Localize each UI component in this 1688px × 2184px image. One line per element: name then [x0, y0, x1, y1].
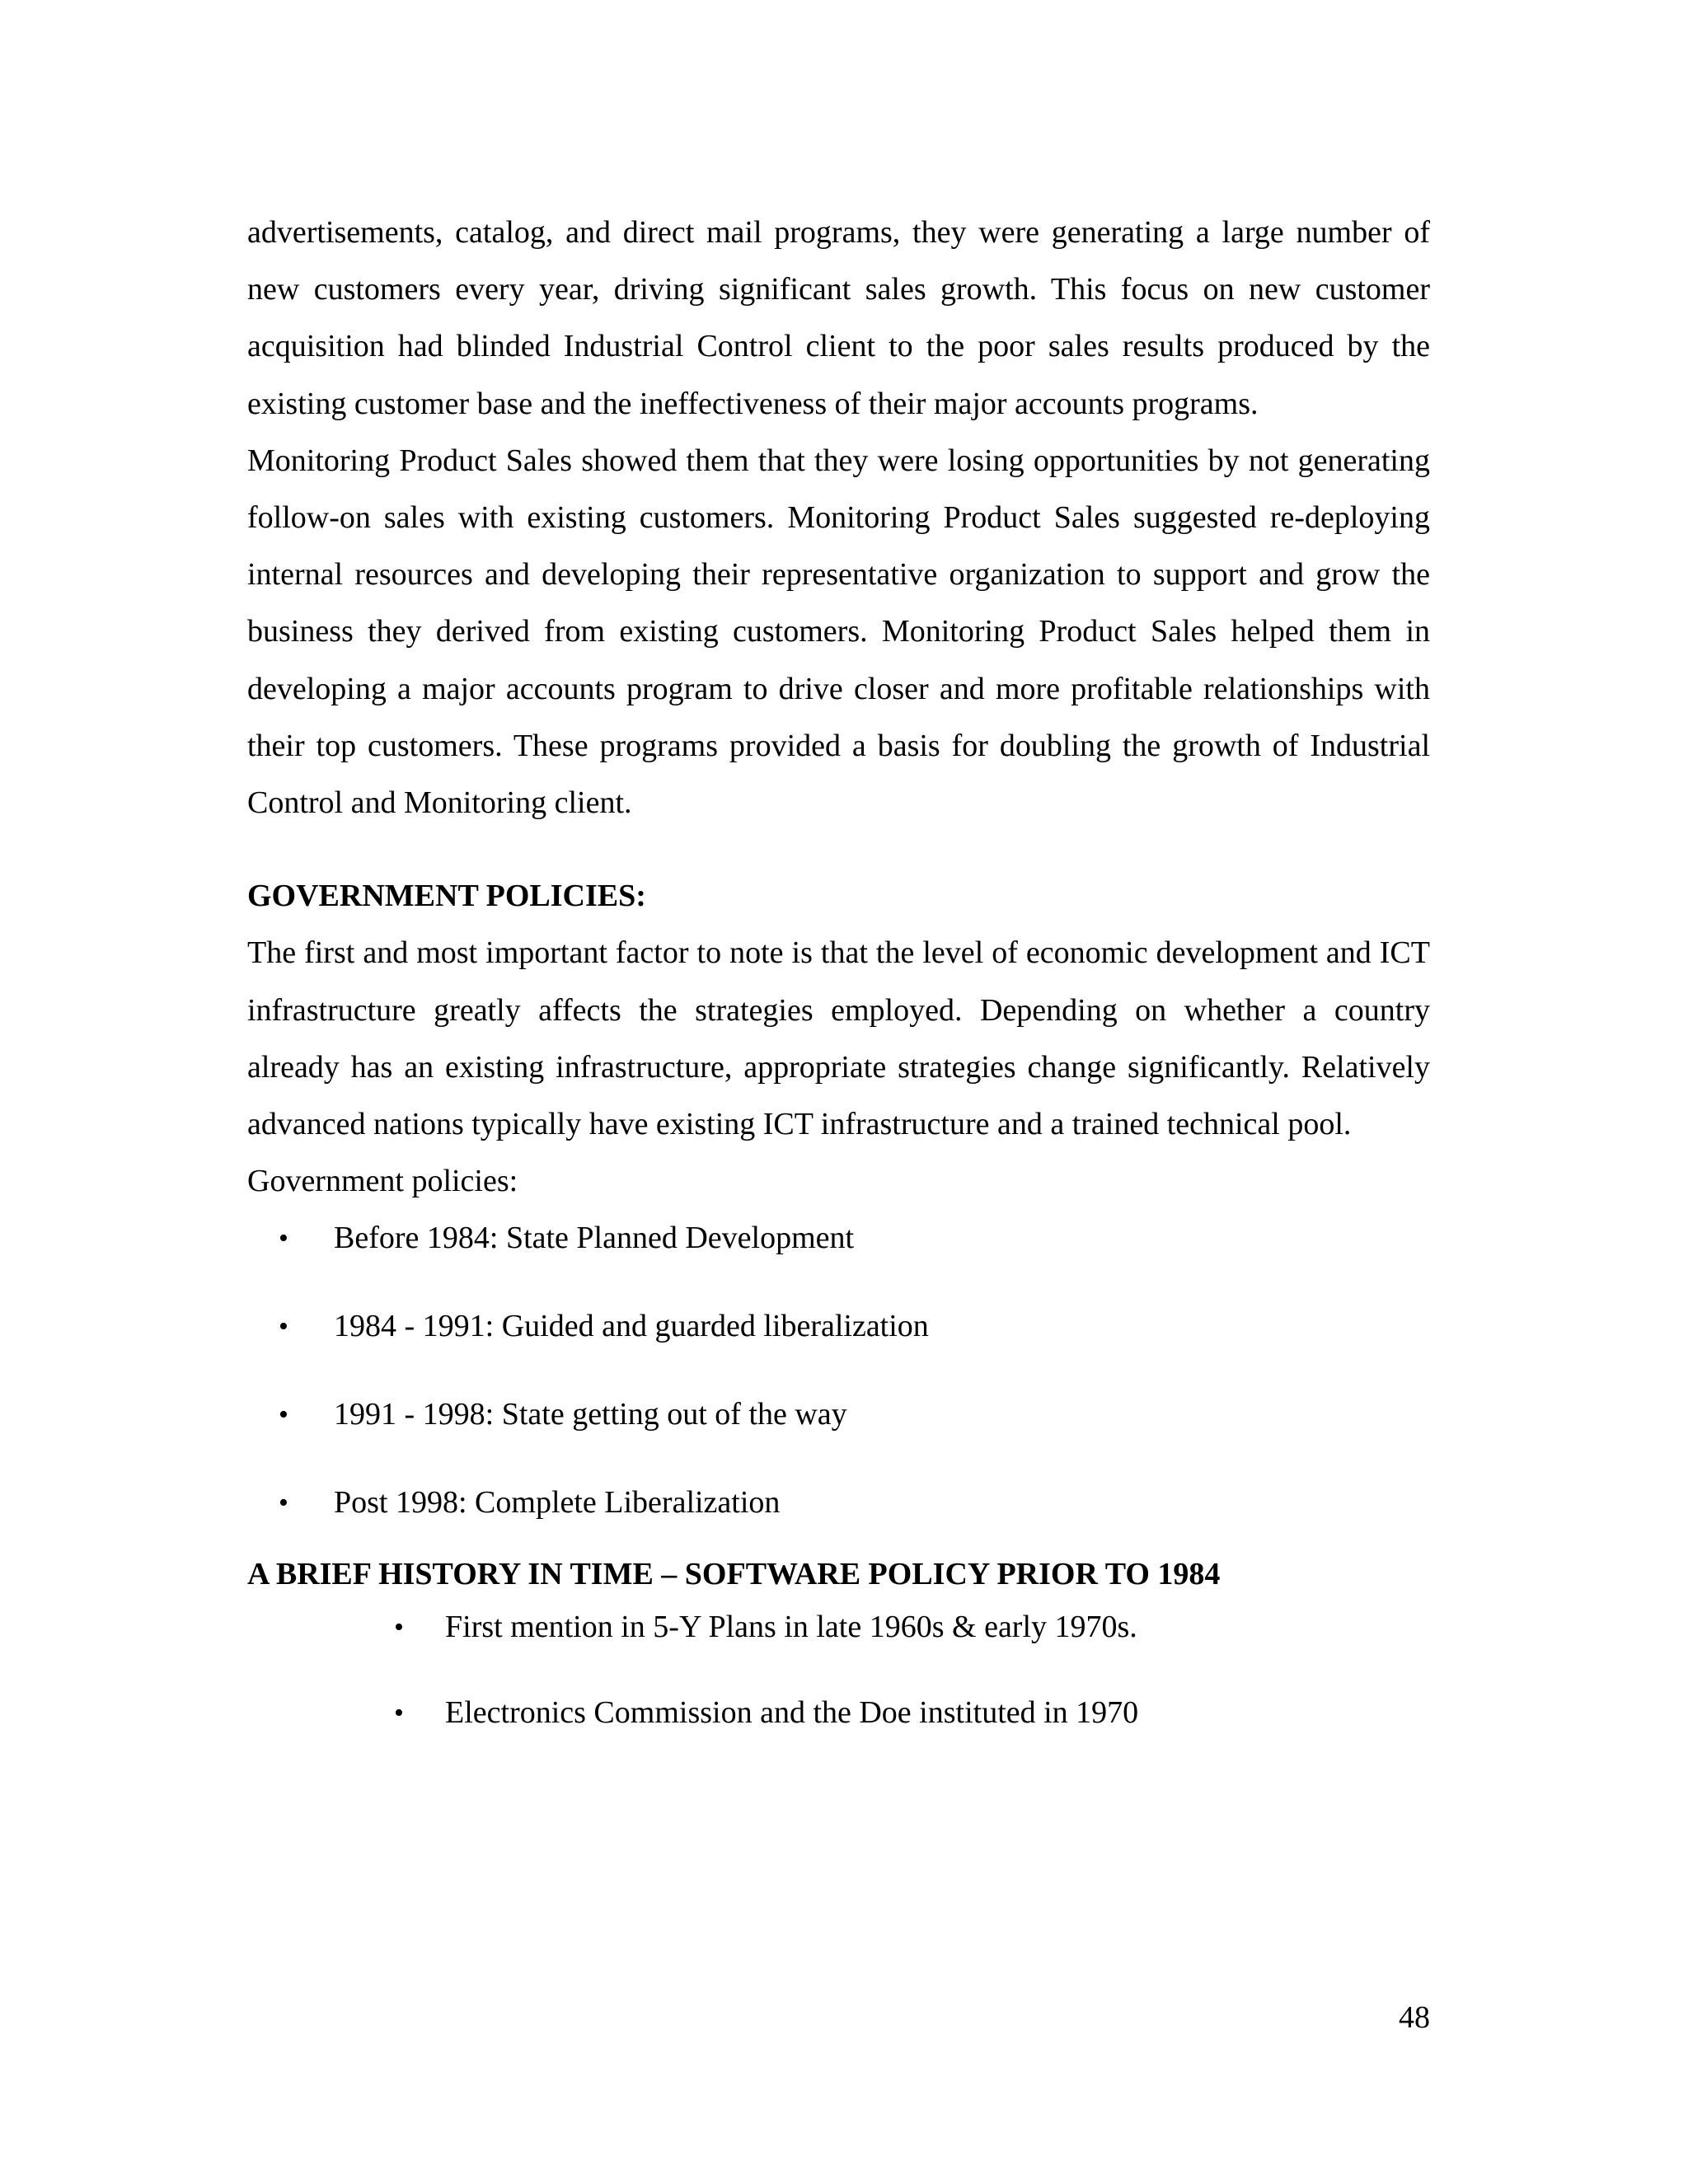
- list-item: [247, 1685, 1430, 1741]
- list-item-text: Before 1984: State Planned Development: [334, 1221, 855, 1256]
- list-item-text: Electronics Commission and the Doe instituted in 1970: [445, 1695, 1139, 1731]
- paragraph-government-policies-intro: Government policies:: [247, 1164, 518, 1199]
- heading-brief-history: A BRIEF HISTORY IN TIME – SOFTWARE POLICY PRIOR TO 1984: [247, 1557, 1221, 1592]
- paragraph-ict-infrastructure: The first and most important factor to note is that the level of economic development and ICT infrastructure greatly affects the strategies employed. Depending on whether a country already has an existing infrastructure, appropriate strategies change significantly. Relatively advanced nations typically have existing ICT infrastructure and a trained technical pool.: [247, 935, 1430, 1142]
- list-item-text: 1984 - 1991: Guided and guarded liberalization: [334, 1309, 929, 1344]
- history-list: [247, 1599, 1430, 1741]
- list-item: [247, 1210, 1430, 1267]
- heading-government-policies: GOVERNMENT POLICIES:: [247, 879, 646, 914]
- bullet-icon: •: [279, 1311, 288, 1343]
- page-content: [247, 204, 1430, 1770]
- bullet-icon: •: [394, 1612, 404, 1643]
- list-item-text: First mention in 5-Y Plans in late 1960s & early 1970s.: [445, 1610, 1137, 1645]
- list-item: [247, 1298, 1430, 1355]
- list-item-text: 1991 - 1998: State getting out of the way: [334, 1397, 847, 1432]
- list-item: [247, 1386, 1430, 1443]
- list-item: [247, 1474, 1430, 1531]
- bullet-icon: •: [394, 1698, 404, 1729]
- bullet-icon: •: [279, 1223, 288, 1254]
- paragraph-sales-acquisition: advertisements, catalog, and direct mail programs, they were generating a large number of new customers every year, driving significant sales growth. This focus on new customer acquisition had blinded Industrial Control client to the poor sales results produced by the existing customer base and the ineffectiveness of their major accounts programs.: [247, 215, 1430, 421]
- list-item: [247, 1599, 1430, 1656]
- bullet-icon: •: [279, 1399, 288, 1431]
- bullet-icon: •: [279, 1488, 288, 1519]
- page-number: 48: [1399, 2000, 1430, 2035]
- paragraph-monitoring-product-sales: Monitoring Product Sales showed them that they were losing opportunities by not generating follow-on sales with existing customers. Monitoring Product Sales suggested re-deploying internal resources and developing their representative organization to support and grow the business they derived from existing customers. Monitoring Product Sales helped them in developing a major accounts program to drive closer and more profitable relationships with their top customers. These programs provided a basis for doubling the growth of Industrial Control and Monitoring client.: [247, 443, 1430, 821]
- list-item-text: Post 1998: Complete Liberalization: [334, 1485, 781, 1521]
- policy-list: [247, 1210, 1430, 1531]
